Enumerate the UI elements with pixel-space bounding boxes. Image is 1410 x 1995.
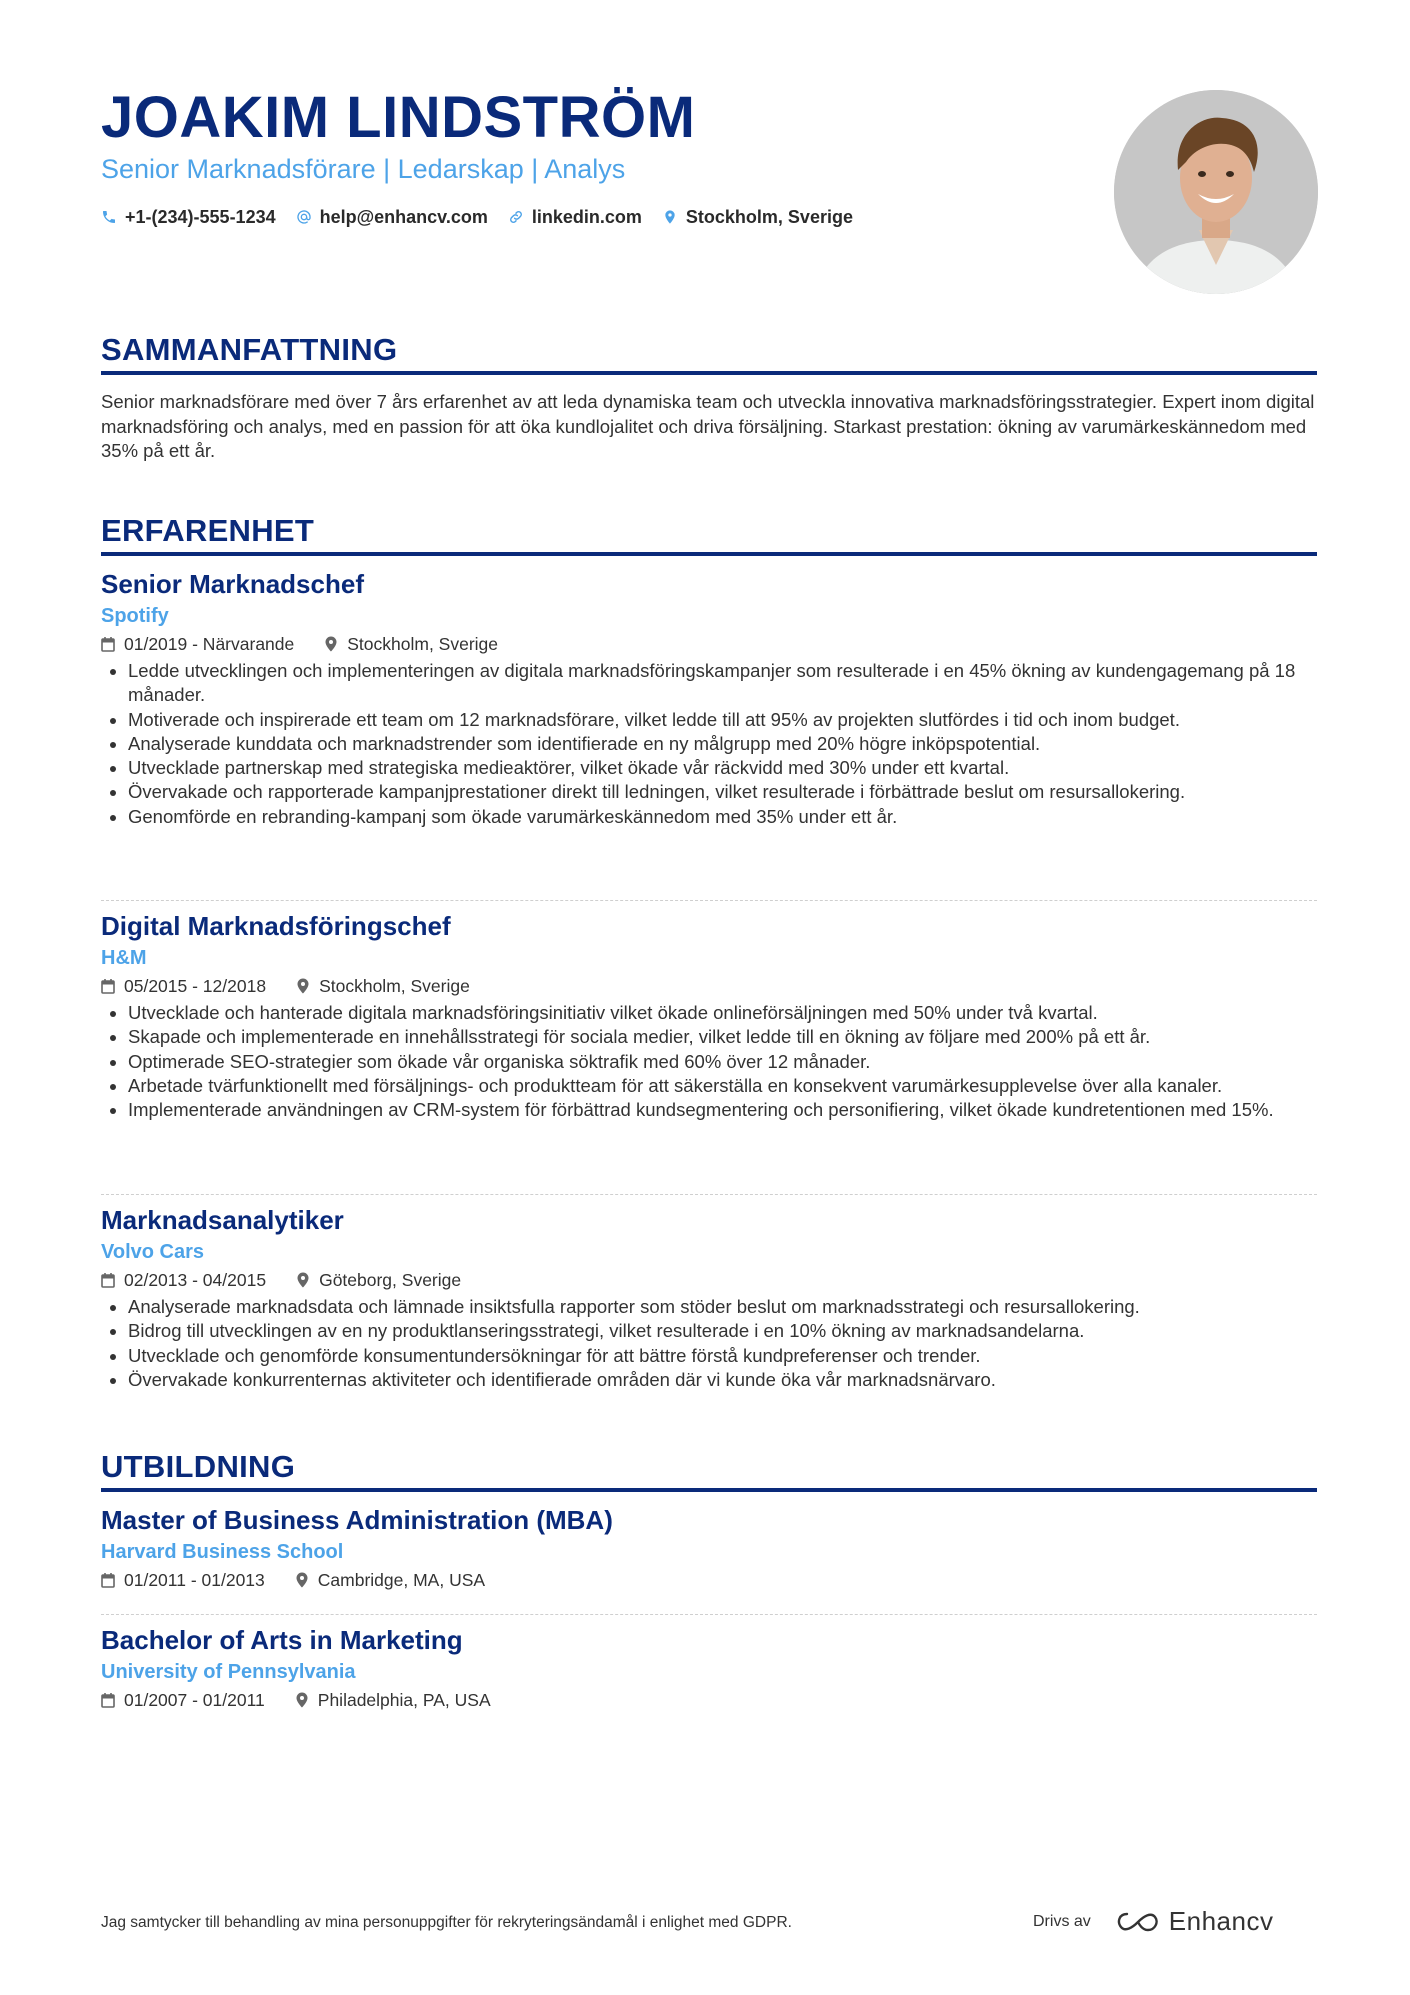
link-icon [508,209,524,225]
location-pin-icon [295,1572,309,1588]
calendar-icon [101,978,115,994]
powered-by-label: Drivs av [1033,1912,1091,1930]
at-icon [296,209,312,225]
job-location: Stockholm, Sverige [347,634,499,654]
job-role: Senior Marknadschef [101,569,364,599]
experience-entry [101,567,1317,829]
list-item: • Implementerade användningen av CRM-system för förbättrad kundsegmentering och personifiering, vilket ökade kundretentionen med 15%. [128,1098,1317,1122]
list-item: • Arbetade tvärfunktionellt med försäljnings- och produktteam för att säkerställa en konsekvent varumärkesupplevelse över alla kanaler. [128,1074,1317,1098]
job-location: Stockholm, Sverige [319,976,470,996]
contact-linkedin[interactable] [508,205,642,229]
job-company: H&M [101,947,147,969]
entry-divider [101,900,1317,901]
job-meta [101,632,1317,656]
job-dates: 01/2019 - Närvarande [124,634,295,654]
location-pin-icon [324,636,338,652]
job-dates: 05/2015 - 12/2018 [124,976,267,996]
experience-heading: ERFARENHET [101,513,315,548]
phone-text: +1-(234)-555-1234 [125,207,276,227]
education-meta [101,1568,1317,1592]
job-bullets [101,1295,1317,1392]
education-dates: 01/2007 - 01/2011 [124,1690,265,1710]
location-pin-icon [295,1692,309,1708]
entry-divider [101,1614,1317,1615]
calendar-icon [101,1272,115,1288]
contact-location [662,205,853,229]
job-role: Digital Marknadsföringschef [101,911,451,941]
candidate-name: JOAKIM LINDSTRÖM [101,85,696,150]
job-company: Spotify [101,605,169,627]
degree-title: Master of Business Administration (MBA) [101,1505,613,1535]
experience-entry [101,909,1317,1122]
powered-by [1033,1906,1273,1937]
education-dates: 01/2011 - 01/2013 [124,1570,265,1590]
phone-icon [101,209,117,225]
summary-text: Senior marknadsförare med över 7 års erfarenhet av att leda dynamiska team och utveckla innovativa marknadsföringsstrategier. Expert inom digital marknadsföring och analys, med en passion för att öka kundlojalitet och driva försäljning. Starkast prestation: ökning av varumärkeskännedom med 35% på ett år. [101,391,1315,461]
profile-photo [1114,90,1318,294]
job-bullets [101,659,1317,829]
enhancv-logo[interactable] [1115,1906,1274,1937]
list-item: • Övervakade och rapporterade kampanjprestationer direkt till ledningen, vilket resulterade i förbättrade beslut om resursallokering. [128,780,1317,804]
job-meta [101,1268,1317,1292]
location-text: Stockholm, Sverige [685,207,853,227]
calendar-icon [101,1692,115,1708]
portrait-illustration [1114,90,1318,294]
summary-divider [101,371,1317,375]
job-location: Göteborg, Sverige [319,1270,462,1290]
calendar-icon [101,1572,115,1588]
list-item: • Utvecklade och genomförde konsumentundersökningar för att bättre förstå kundpreferenser och trender. [128,1344,1317,1368]
job-dates: 02/2013 - 04/2015 [124,1270,267,1290]
education-location: Cambridge, MA, USA [317,1570,486,1590]
list-item: • Övervakade konkurrenternas aktiviteter och identifierade områden där vi kunde öka vår marknadsnärvaro. [128,1368,1317,1392]
entry-divider [101,1194,1317,1195]
candidate-title: Senior Marknadsförare | Ledarskap | Analys [101,154,626,184]
list-item: • Optimerade SEO-strategier som ökade vår organiska söktrafik med 60% över 12 månader. [128,1050,1317,1074]
list-item: • Ledde utvecklingen och implementeringen av digitala marknadsföringskampanjer som resulterade i en 45% ökning av kundengagemang på 18 månader. [128,659,1317,708]
location-pin-icon [296,1272,310,1288]
school-name: University of Pennsylvania [101,1661,356,1683]
list-item: • Utvecklade partnerskap med strategiska medieaktörer, vilket ökade vår räckvidd med 30% under ett kvartal. [128,756,1317,780]
linkedin-text: linkedin.com [531,207,642,227]
list-item: • Motiverade och inspirerade ett team om 12 marknadsförare, vilket ledde till att 95% av projekten slutfördes i tid och inom budget. [128,708,1317,732]
job-bullets [101,1001,1317,1122]
contact-email[interactable] [296,205,488,229]
summary-heading: SAMMANFATTNING [101,332,398,367]
job-company: Volvo Cars [101,1241,204,1263]
education-entry [101,1503,1317,1592]
email-text: help@enhancv.com [319,207,488,227]
list-item: • Utvecklade och hanterade digitala marknadsföringsinitiativ vilket ökade onlineförsäljningen med 50% under två kvartal. [128,1001,1317,1025]
gdpr-consent: Jag samtycker till behandling av mina personuppgifter för rekryteringsändamål i enlighet med GDPR. [101,1914,792,1931]
brand-name: Enhancv [1168,1906,1274,1936]
education-entry [101,1623,1317,1712]
location-pin-icon [662,209,678,225]
school-name: Harvard Business School [101,1541,344,1563]
experience-divider [101,552,1317,556]
contact-row [101,205,853,229]
education-divider [101,1488,1317,1492]
list-item: • Analyserade kunddata och marknadstrender som identifierade en ny målgrupp med 20% högre inköpspotential. [128,732,1317,756]
location-pin-icon [296,978,310,994]
job-role: Marknadsanalytiker [101,1205,344,1235]
job-meta [101,974,1317,998]
contact-phone [101,205,276,229]
education-heading: UTBILDNING [101,1449,296,1484]
list-item: • Bidrog till utvecklingen av en ny produktlanseringsstrategi, vilket resulterade i en 10% ökning av marknadsandelarna. [128,1319,1317,1343]
enhancv-logo-icon [1115,1910,1161,1934]
education-meta [101,1688,1317,1712]
list-item: • Genomförde en rebranding-kampanj som ökade varumärkeskännedom med 35% under ett år. [128,805,1317,829]
experience-entry [101,1203,1317,1392]
calendar-icon [101,636,115,652]
education-location: Philadelphia, PA, USA [317,1690,491,1710]
degree-title: Bachelor of Arts in Marketing [101,1625,463,1655]
list-item: • Skapade och implementerade en innehållsstrategi för sociala medier, vilket ledde till en ökning av följare med 200% på ett år. [128,1025,1317,1049]
list-item: • Analyserade marknadsdata och lämnade insiktsfulla rapporter som stöder beslut om marknadsstrategi och resursallokering. [128,1295,1317,1319]
